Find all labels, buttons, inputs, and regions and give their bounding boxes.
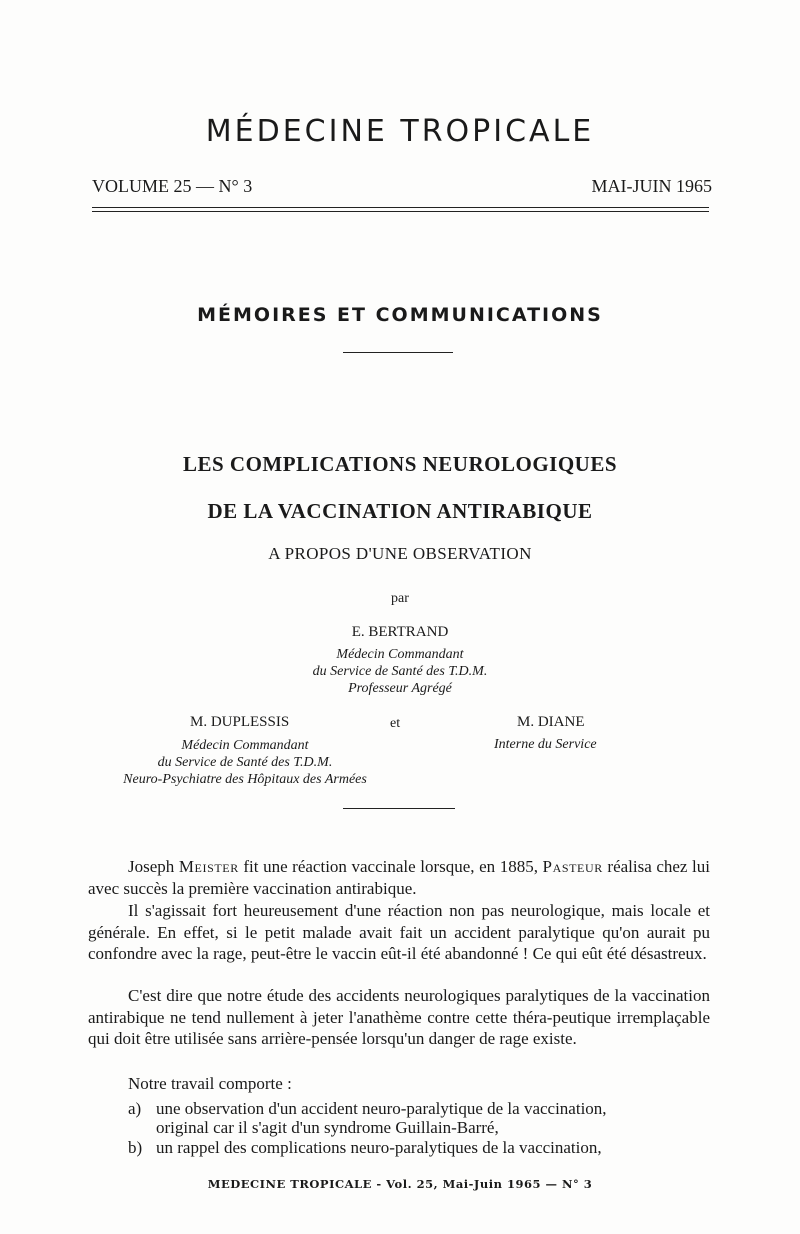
- paragraph-1-text: fit une réaction vaccinale lorsque, en 1885,: [238, 857, 543, 876]
- volume-number: VOLUME 25 — N° 3: [92, 176, 253, 196]
- paragraph-2-text: Il s'agissait fort heureusement d'une réaction non pas neurologique, mais locale et générale. En effet, si le petit malade avait fait un accident paralytique qu'on aurait pu confondre avec la rage, peut-être le vaccin eût-il été abandonné ! Ce qui eût été désastreux.: [88, 901, 710, 963]
- paragraph-2: [88, 900, 710, 965]
- paragraph-3: [88, 985, 710, 1050]
- list-item-label: a): [128, 1099, 142, 1118]
- paragraph-1-text: Joseph: [128, 857, 179, 876]
- list-intro: Notre travail comporte :: [128, 1074, 292, 1093]
- list-item-text: une observation d'un accident neuro-paralytique de la vaccination,: [156, 1099, 607, 1118]
- author-2-affiliation-line: du Service de Santé des T.D.M.: [157, 755, 333, 770]
- paragraph-3-text: C'est dire que notre étude des accidents neurologiques paralytiques de la vaccination antirabique ne tend nullement à jeter l'anathème contre cette théra-peutique irremplaçable qui doit être utilisée sans arrière-pensée lorsqu'un danger de rage existe.: [88, 986, 710, 1048]
- author-2-affiliation: [90, 737, 400, 788]
- header-rule-bottom: [92, 211, 709, 212]
- header-rule-top: [92, 207, 709, 208]
- person-name-pasteur: Pasteur: [542, 857, 603, 876]
- author-1-affiliation-line: du Service de Santé des T.D.M.: [312, 664, 488, 679]
- list-item: [128, 1099, 710, 1137]
- authors-divider: [343, 808, 455, 809]
- person-name-meister: Meister: [178, 857, 239, 876]
- author-1-name: E. BERTRAND: [351, 624, 449, 640]
- journal-title: MÉDECINE TROPICALE: [205, 114, 595, 149]
- list-item-label: b): [128, 1138, 143, 1157]
- author-conjunction: et: [390, 716, 401, 731]
- list-item: [128, 1138, 710, 1157]
- author-2-affiliation-line: Médecin Commandant: [181, 738, 309, 753]
- paragraph-1-text: réalisa chez lui avec succès la première vaccination antirabique.: [88, 857, 710, 898]
- issue-date: MAI-JUIN 1965: [591, 176, 712, 196]
- page-footer: MEDECINE TROPICALE - Vol. 25, Mai-Juin 1965 — N° 3: [207, 1177, 593, 1191]
- byline-par: par: [391, 591, 409, 606]
- author-1-affiliation-line: Professeur Agrégé: [348, 681, 452, 696]
- author-2-affiliation-line: Neuro-Psychiatre des Hôpitaux des Armées: [123, 772, 367, 787]
- article-title-line-2: DE LA VACCINATION ANTIRABIQUE: [207, 499, 593, 523]
- section-heading: MÉMOIRES ET COMMUNICATIONS: [197, 304, 603, 326]
- author-3-affiliation: Interne du Service: [494, 737, 597, 752]
- list-item-text: original car il s'agit d'un syndrome Guillain-Barré,: [156, 1118, 499, 1137]
- author-1-affiliation-line: Médecin Commandant: [336, 647, 464, 662]
- article-subtitle: A PROPOS D'UNE OBSERVATION: [268, 544, 532, 563]
- paragraph-1: [88, 856, 710, 899]
- article-title-line-1: LES COMPLICATIONS NEUROLOGIQUES: [182, 452, 618, 476]
- list-item-text: un rappel des complications neuro-paralytiques de la vaccination,: [156, 1138, 602, 1157]
- author-1-affiliation: [0, 646, 800, 697]
- author-3-name: M. DIANE: [517, 714, 585, 730]
- author-2-name: M. DUPLESSIS: [190, 714, 290, 730]
- section-divider: [343, 352, 453, 353]
